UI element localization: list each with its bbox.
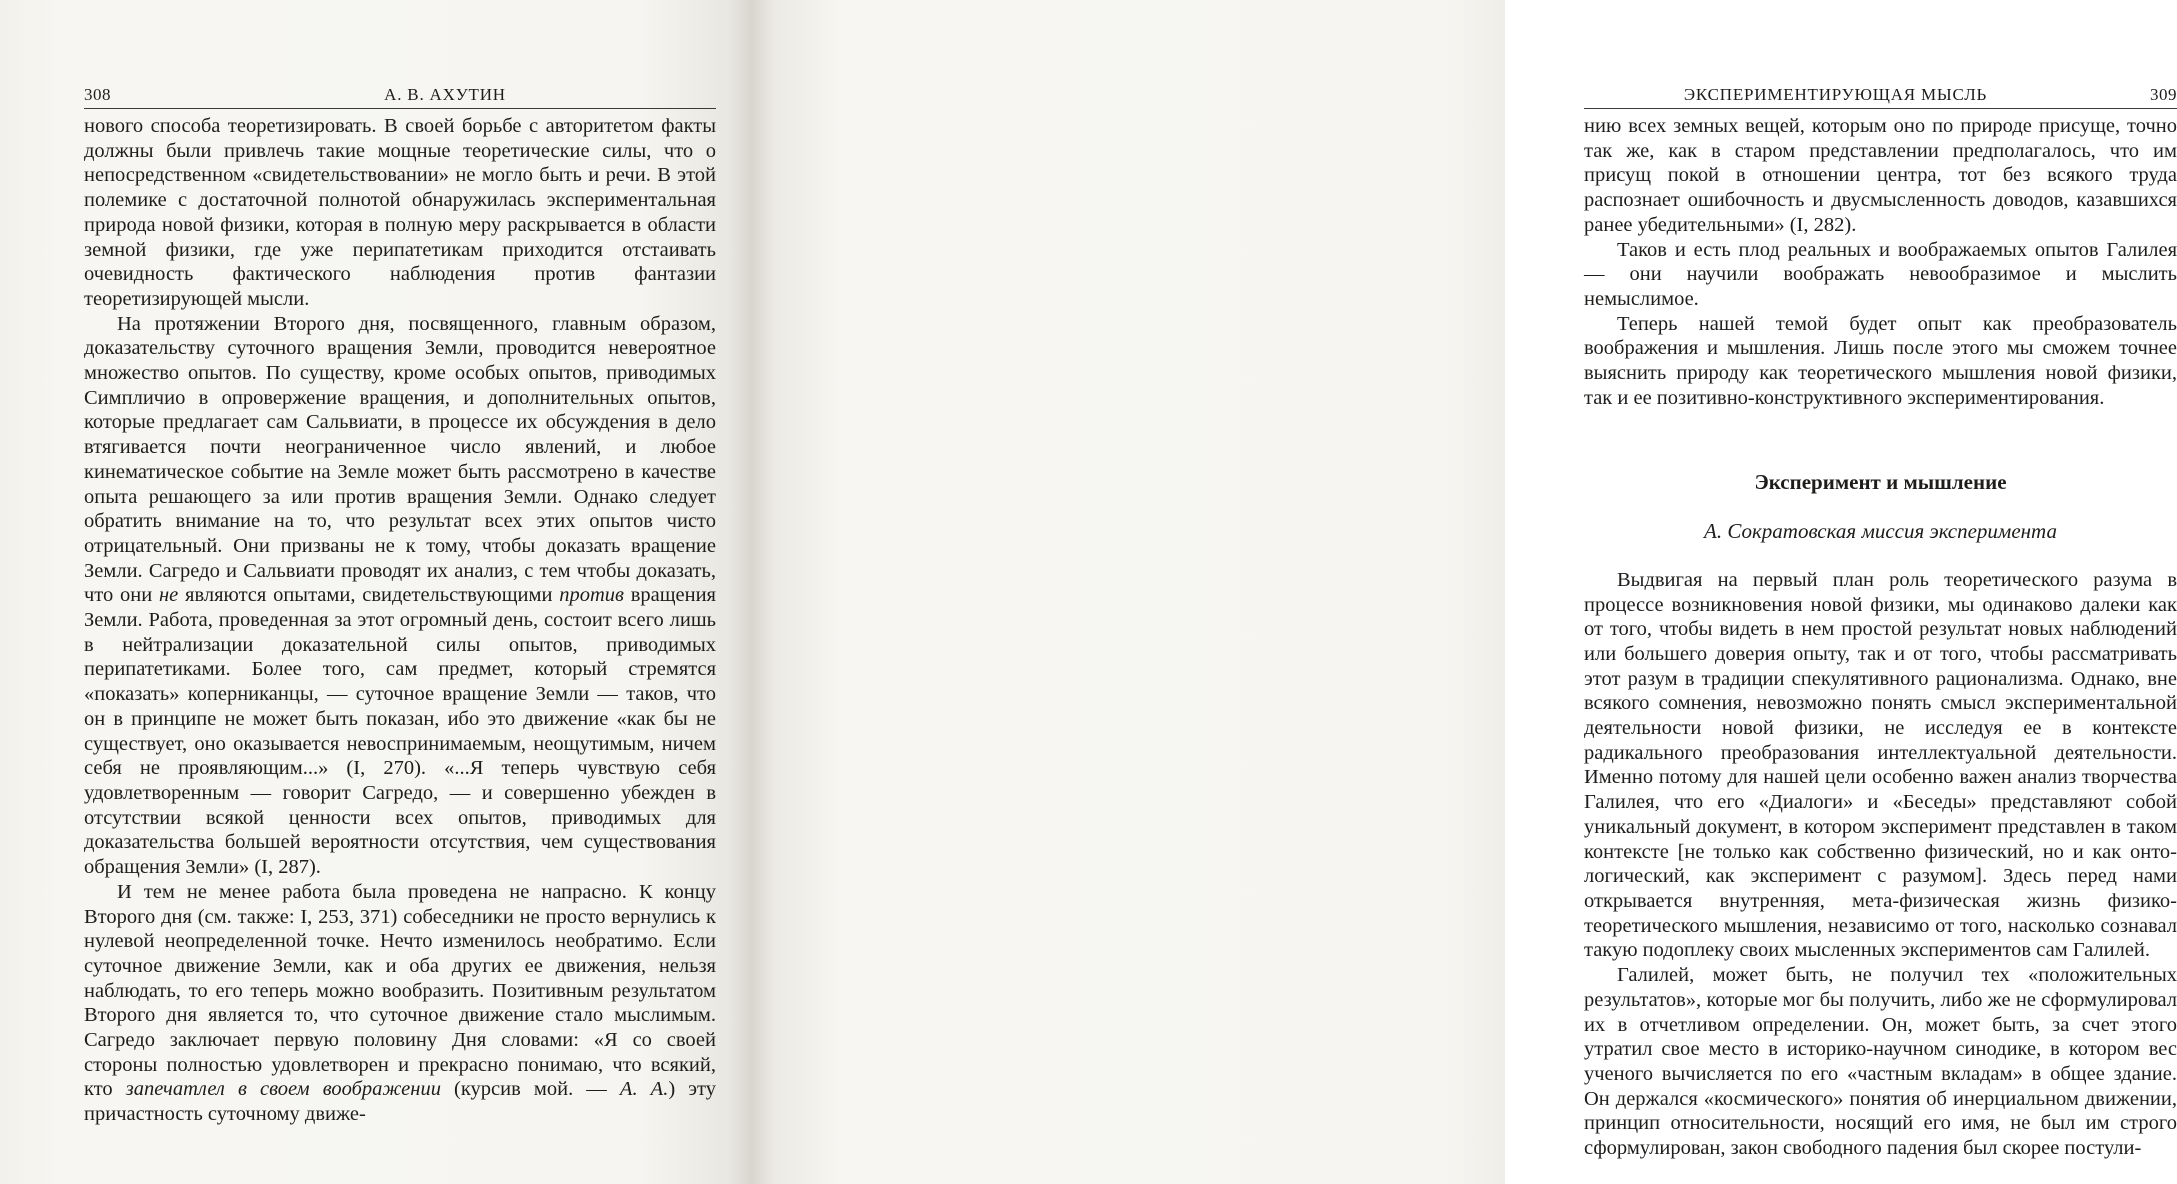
paragraph <box>1584 114 2177 238</box>
italic-text: против <box>559 584 624 607</box>
text-run: являются опытами, свидетельствующими <box>178 584 560 607</box>
left-page-number: 308 <box>84 85 111 104</box>
text-run: Галилей, может быть, не получил тех «положительных результатов», которые мог бы получить, либо же не сформулировал их в отчетливом определении. Он, может быть, за счет этого утратил свое место в историко-научном синодике, в котором вес ученого вычисляется по его «частным вкладам» в общее здание. Он держался «космического» понятия об инерциальном движении, принцип относительности, носящий его имя, не был им строго сформулирован, закон свободного падения был скорее постули- <box>1584 964 2177 1160</box>
paragraph <box>1584 238 2177 312</box>
paragraph <box>1584 568 2177 963</box>
italic-text: не <box>158 584 179 607</box>
right-body-text <box>1584 114 2177 1161</box>
section-subheading: А. Сократовская миссия эксперимента <box>1704 519 2057 544</box>
text-run: нию всех земных вещей, которым оно по природе присуще, точно так же, как в старом представлении предполагалось, что им присущ покой в отношении центра, тот без всякого труда распознает ошибочность и двусмысленность доводов, казавшихся ранее убедительными» (I, 282). <box>1584 115 2177 236</box>
right-running-title: ЭКСПЕРИМЕНТИРУЮЩАЯ МЫСЛЬ <box>1683 85 1988 104</box>
text-run: ) эту причастность суточному движе- <box>84 1078 716 1126</box>
paragraph <box>84 312 716 880</box>
left-running-head <box>84 82 716 109</box>
right-page <box>752 0 2177 1184</box>
right-page-number: 309 <box>2150 85 2177 104</box>
right-text-after-heading <box>1584 568 2177 1161</box>
italic-text: запечатлел в своем воображении <box>125 1078 441 1101</box>
text-run: (курсив мой. — <box>440 1078 620 1101</box>
text-run: И тем не менее работа была проведена не напрасно. К концу Второго дня (см. также: I, 253, 371) собеседники не просто вернулись к нулевой неопределенной точке. Нечто изменилось необратимо. Если суточное движение Земли, как и оба других ее движения, нельзя наблюдать, то его теперь можно вообразить. Позитивным результатом Второго дня является то, что суточное движение стало мыслимым. Сагредо заключает первую половину Дня словами: «Я со своей стороны полностью удовлетворен и прекрасно понимаю, что всякий, кто <box>84 880 716 1101</box>
left-page <box>0 0 752 1184</box>
right-text-before-heading <box>1584 114 2177 410</box>
text-run: нового способа теоретизировать. В своей борьбе с авторитетом факты должны были привлечь такие мощные теоретические силы, что о непосредственном «свидетельствовании» не могло быть и речи. В этой полемике с достаточной полнотой обнаружилась экспериментальная природа новой физики, которая в полную меру раскрывается в области земной физики, где уже перипатетикам приходится отстаивать очевидность фактического наблюдения против фантазии теоретизирующей мысли. <box>84 115 716 310</box>
italic-text: А. А. <box>619 1078 669 1101</box>
section-heading: Эксперимент и мышление <box>1754 470 2007 495</box>
text-run: Теперь нашей темой будет опыт как преобразователь воображения и мышления. Лишь после этого мы сможем точнее выяснить природу как теоретического мышления новой физики, так и ее позитивно-конструктивного экспериментирования. <box>1584 312 2177 409</box>
paragraph <box>1584 963 2177 1161</box>
left-body-text <box>84 114 716 1127</box>
text-run: Таков и есть плод реальных и воображаемых опытов Галилея — они научили воображать невообразимое и мыслить немыслимое. <box>1584 238 2177 310</box>
paragraph <box>84 114 716 312</box>
paragraph <box>1584 312 2177 411</box>
left-running-title: А. В. АХУТИН <box>384 85 506 104</box>
text-run: вращения Земли. Работа, проведенная за этот огромный день, состоит всего лишь в нейтрализации доказательной силы опытов, приводимых перипатетиками. Более того, сам предмет, который стремятся «показать» коперниканцы, — суточное вращение Земли — таков, что он в принципе не может быть показан, ибо это движение «как бы не существует, оно оказывается невоспринимаемым, неощутимым, ничем себя не проявляющим...» (I, 270). «...Я теперь чувствую себя удовлетворенным — говорит Сагредо, — и совершенно убежден в отсутствии всякой ценности всех опытов, приводимых для доказательства большей вероятности отсутствия, чем существования обращения Земли» (I, 287). <box>84 584 716 879</box>
text-run: Выдвигая на первый план роль теоретического разума в процессе возникновения новой физики, мы одинаково далеки как от того, чтобы видеть в нем простой результат новых наблюдений или большего доверия опыту, так и от того, чтобы рассматривать этот разум в традиции спекулятивного рационализма. Однако, вне всякого сомнения, невозможно понять смысл экспериментальной деятельности новой физики, не исследуя ее в контексте радикального преобразования интеллектуальной деятельности. Именно потому для нашей цели особенно важен анализ творчества Галилея, что его «Диалоги» и «Беседы» представляют собой уникальный документ, в котором эксперимент представлен в таком контексте [не только как собственно физический, но и как онто-логический, как эксперимент с разумом]. Здесь перед нами открывается внутренняя, мета-физическая жизнь физико-теоретического мышления, независимо от того, насколько сознавал такую подоплеку своих мысленных экспериментов сам Галилей. <box>1584 568 2177 962</box>
paragraph <box>84 880 716 1127</box>
text-run: На протяжении Второго дня, посвященного, главным образом, доказательству суточного вращения Земли, проводится невероятное множество опытов. По существу, кроме особых опытов, приводимых Симпличио в опровержение вращения, и дополнительных опытов, которые предлагает сам Сальвиати, в процессе их обсуждения в дело втягивается почти неограниченное число явлений, и любое кинематическое событие на Земле может быть рассмотрено в качестве опыта решающего за или против вращения Земли. Однако следует обратить внимание на то, что результат всех этих опытов чисто отрицательный. Они призваны не к тому, чтобы доказать вращение Земли. Сагредо и Сальвиати проводят их анализ, с тем чтобы доказать, что они <box>84 312 716 607</box>
right-running-head <box>1584 82 2177 109</box>
